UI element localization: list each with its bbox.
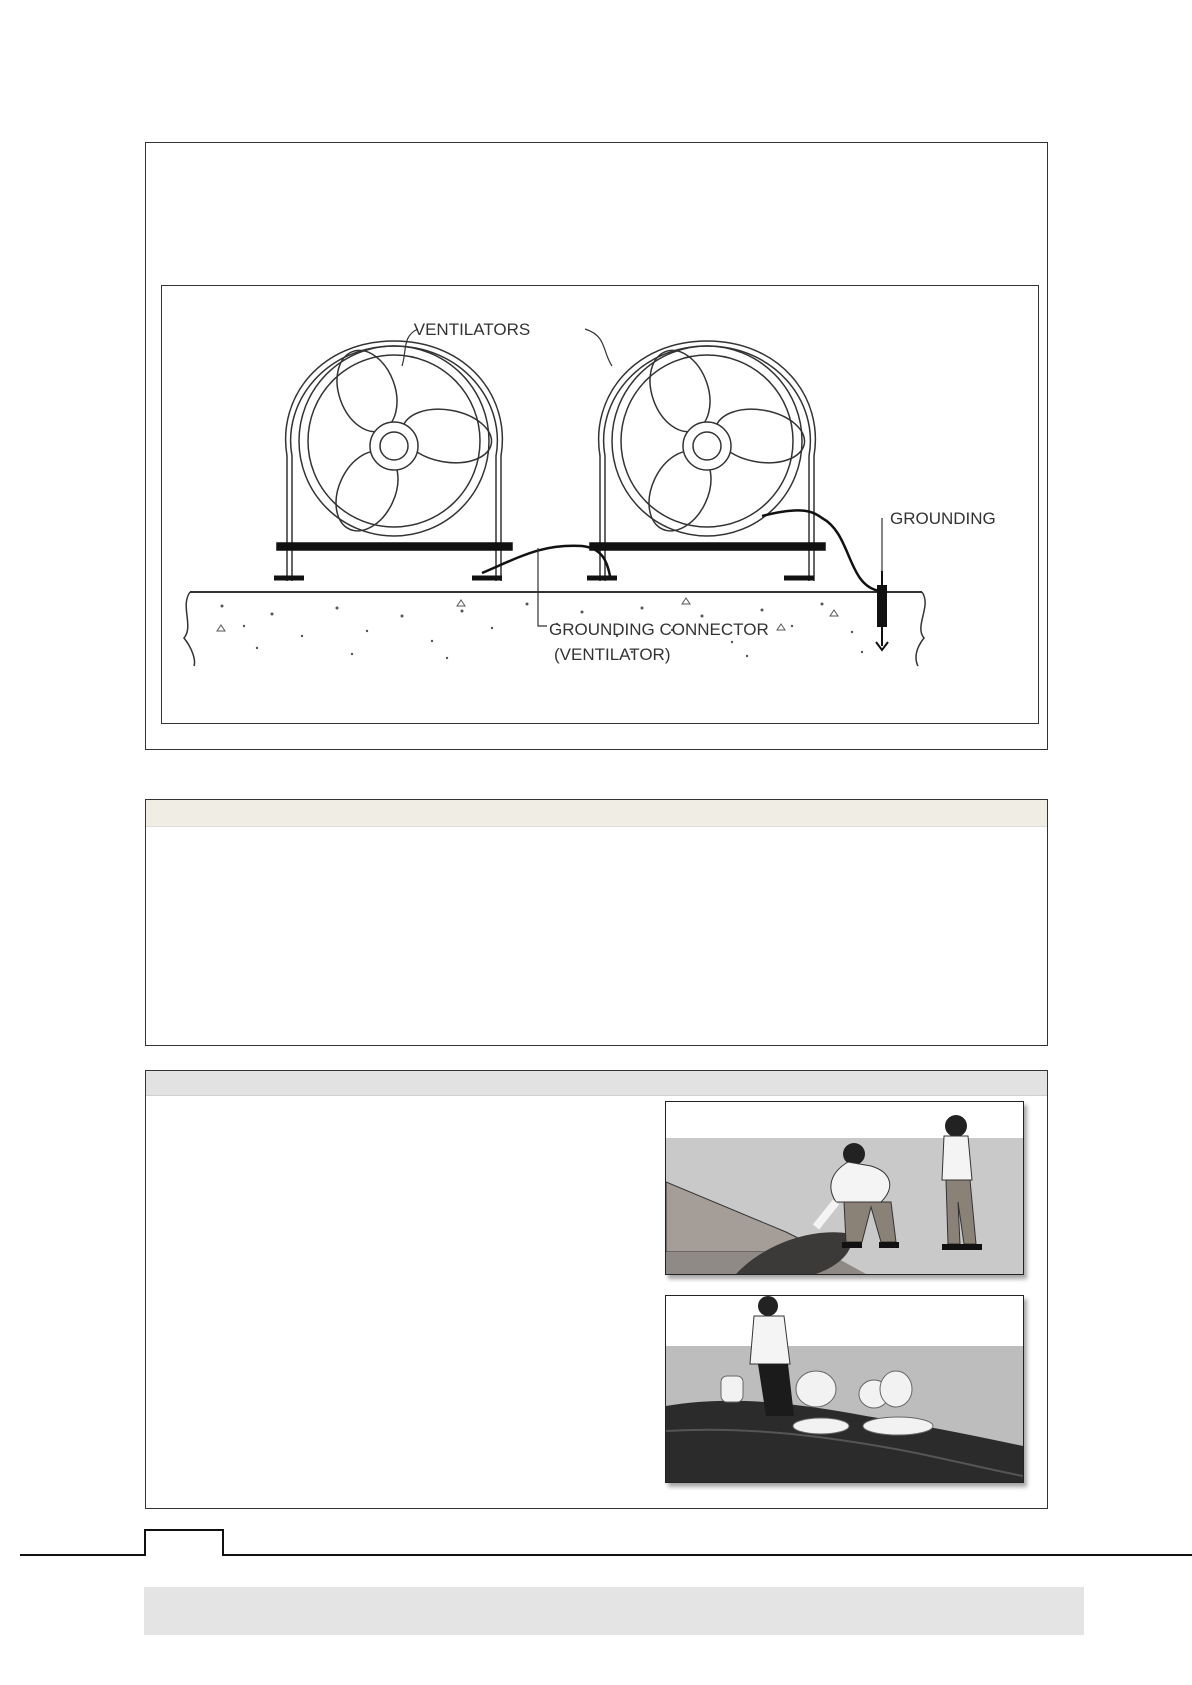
ground-rod <box>876 571 888 650</box>
illustration-worker-filling-trench <box>665 1295 1024 1483</box>
label-grounding: GROUNDING <box>890 509 996 528</box>
note-box-header <box>146 800 1047 827</box>
label-ventilators: VENTILATORS <box>413 320 531 339</box>
note-box <box>145 799 1048 1046</box>
diagram-svg <box>162 286 1038 723</box>
label-grounding-connector: GROUNDING CONNECTOR <box>549 620 769 639</box>
ventilator-grounding-diagram <box>161 285 1039 724</box>
illustration-workers-laying-sheet <box>665 1101 1024 1275</box>
pictures-box-header <box>146 1071 1047 1096</box>
ventilator-left <box>274 341 512 581</box>
label-grounding-connector-sub: (VENTILATOR) <box>554 645 671 664</box>
page-number-tab <box>144 1529 224 1556</box>
pictures-box <box>145 1070 1048 1509</box>
ventilator-right <box>587 341 825 581</box>
footer-bar <box>144 1587 1084 1635</box>
